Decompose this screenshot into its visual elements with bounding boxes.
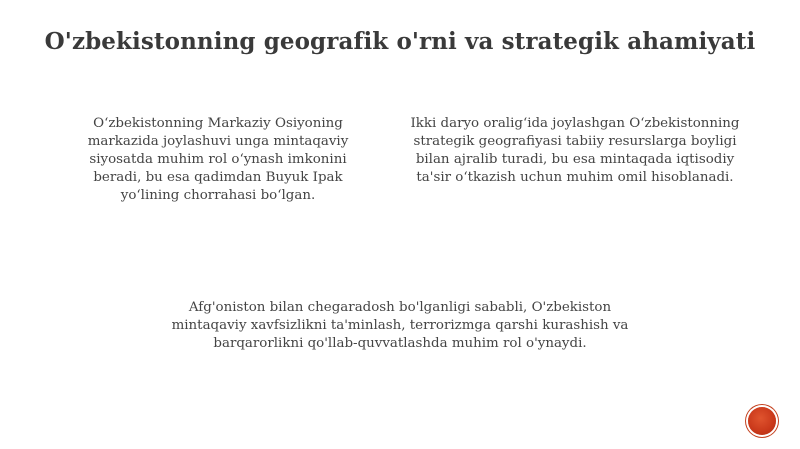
nav-circle-icon[interactable] (748, 407, 776, 435)
paragraph-left: O‘zbekistonning Markaziy Osiyoning markazida joylashuvi unga mintaqaviy siyosatda muhim rol o‘ynash imkonini beradi, bu esa qadimdan Buyuk Ipak yo‘lining chorrahasi bo‘lgan. (87, 116, 349, 203)
slide-title: O'zbekistonning geografik o'rni va strategik ahamiyati (44, 28, 756, 55)
paragraph-right: Ikki daryo oralig‘ida joylashgan O‘zbekistonning strategik geografiyasi tabiiy resurslarga boyligi bilan ajralib turadi, bu esa mintaqada iqtisodiy ta'sir o‘tkazish uchun muhim omil hisoblanadi. (410, 116, 740, 185)
paragraph-bottom: Afg'oniston bilan chegaradosh bo'lganligi sababli, O'zbekiston mintaqaviy xavfsizlikni ta'minlash, terrorizmga qarshi kurashish va barqarorlikni qo'llab-quvvatlashda muhim rol o'ynaydi. (171, 300, 629, 351)
